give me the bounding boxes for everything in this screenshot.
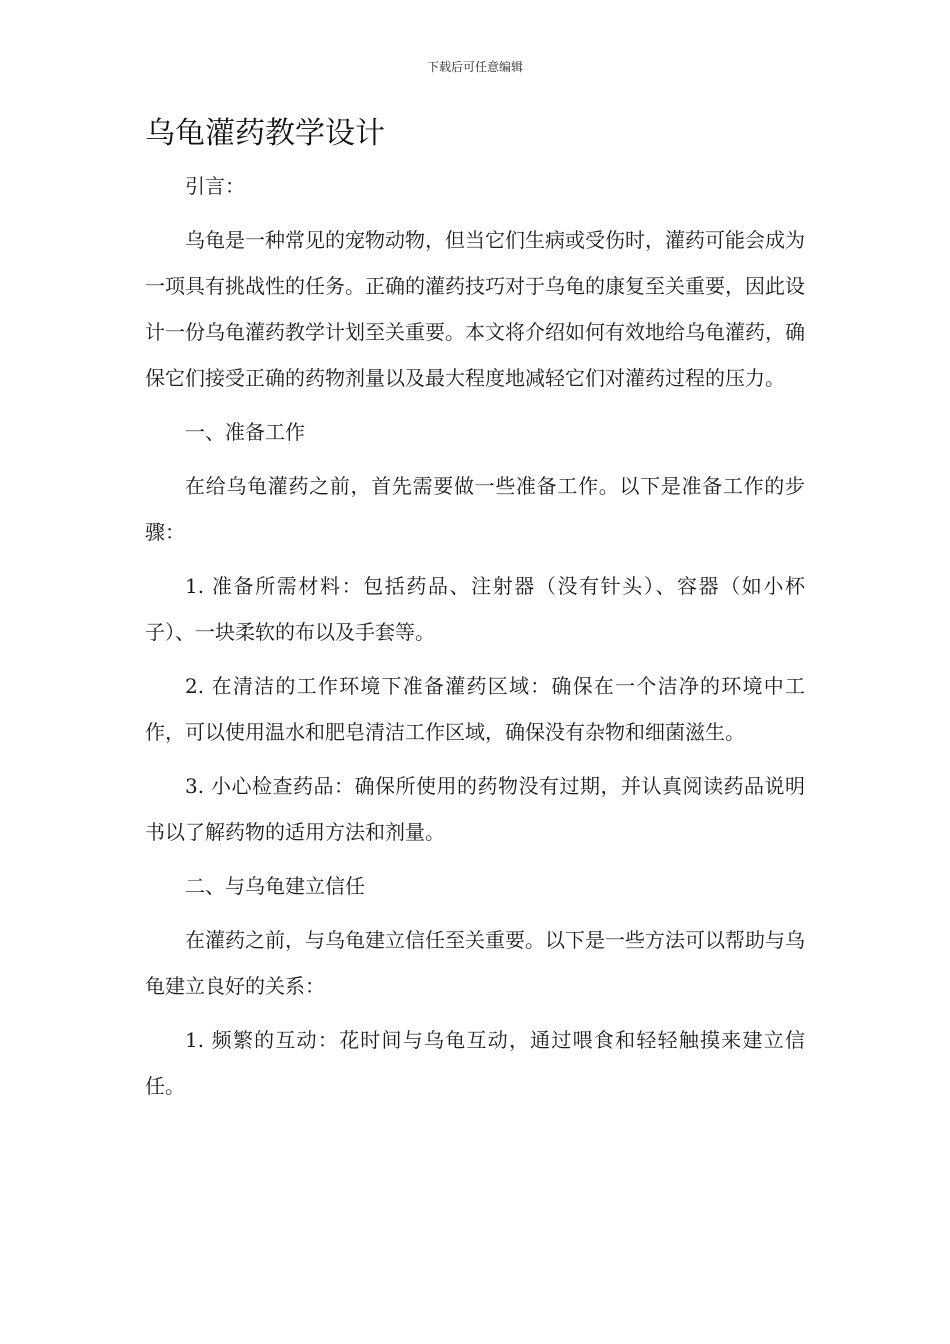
document-title: 乌龟灌药教学设计	[145, 116, 385, 151]
intro-paragraph: 乌龟是一种常见的宠物动物，但当它们生病或受伤时，灌药可能会成为一项具有挑战性的任务。正确的灌药技巧对于乌龟的康复至关重要，因此设计一份乌龟灌药教学计划至关重要。本文将介绍如何有效地给乌龟灌药，确保它们接受正确的药物剂量以及最大程度地减轻它们对灌药过程的压力。	[145, 228, 805, 390]
section-1-heading: 一、准备工作	[185, 420, 305, 444]
section-1-item-1: 1. 准备所需材料：包括药品、注射器（没有针头）、容器（如小杯子）、一块柔软的布以及手套等。	[145, 574, 805, 644]
section-2-intro: 在灌药之前，与乌龟建立信任至关重要。以下是一些方法可以帮助与乌龟建立良好的关系：	[145, 928, 805, 998]
section-2-item-1: 1. 频繁的互动：花时间与乌龟互动，通过喂食和轻轻触摸来建立信任。	[145, 1028, 805, 1098]
section-1-item-2: 2. 在清洁的工作环境下准备灌药区域：确保在一个洁净的环境中工作，可以使用温水和肥皂清洁工作区域，确保没有杂物和细菌滋生。	[145, 674, 805, 744]
header-note: 下载后可任意编辑	[426, 60, 523, 74]
intro-label: 引言：	[185, 174, 245, 198]
document-body	[145, 163, 805, 1117]
section-1-intro: 在给乌龟灌药之前，首先需要做一些准备工作。以下是准备工作的步骤：	[145, 474, 805, 544]
section-2-heading: 二、与乌龟建立信任	[185, 874, 365, 898]
section-1-item-3: 3. 小心检查药品：确保所使用的药物没有过期，并认真阅读药品说明书以了解药物的适用方法和剂量。	[145, 774, 805, 844]
